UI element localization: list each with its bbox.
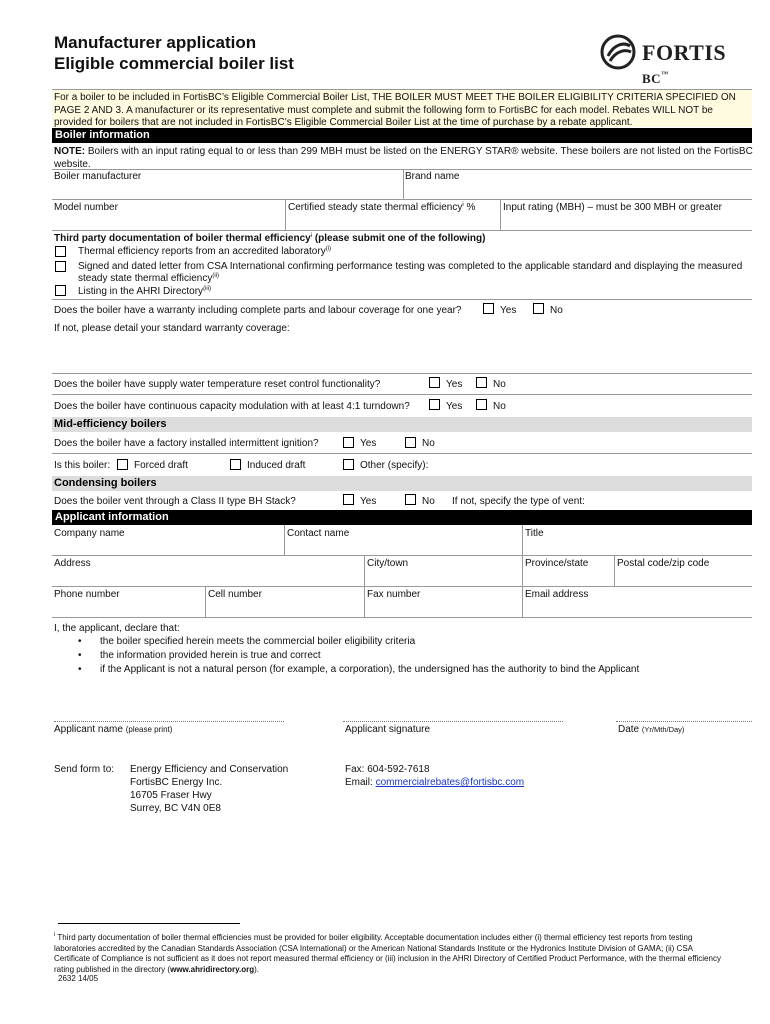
footnote-marker: i (54, 932, 56, 938)
send-form-label: Send form to: (54, 764, 115, 775)
declaration-bullet-1: the boiler specified herein meets the commercial boiler eligibility criteria (100, 636, 416, 647)
vent-type-field[interactable] (590, 492, 752, 508)
other-draft-checkbox[interactable] (343, 459, 354, 470)
intro-text: For a boiler to be included in FortisBC’s Eligible Commercial Boiler List, THE BOILER MUST MEET THE BOILER ELIGIBILITY CRITERIA SPECIFIED ON PAGE 2 AND 3. A manufacturer or its representative must complete and submit the following form to FortisBC for each model. Rebates WILL NOT be provided for boilers that are not included in FortisBC’s Eligible Commercial Boiler List at the time of purchase by a rebate applicant. (52, 89, 752, 127)
warranty-no-checkbox[interactable] (533, 303, 544, 314)
efficiency-sup: i (462, 202, 464, 208)
province-field[interactable] (523, 556, 614, 586)
warranty-detail-field[interactable] (52, 336, 752, 372)
note-text: Boilers with an input rating equal to or less than 299 MBH must be listed on the ENERGY STAR® website. These boilers are not listed on the FortisBC website. (54, 146, 753, 170)
applicant-signature-label: Applicant signature (345, 724, 431, 735)
option3-text: Listing in the AHRI Directory (78, 286, 204, 297)
email-address-label: Email address (525, 589, 589, 600)
reset-no-checkbox[interactable] (476, 377, 487, 388)
company-name-field[interactable] (52, 525, 284, 555)
ignition-yes-label: Yes (360, 438, 377, 449)
date-field[interactable] (616, 700, 752, 721)
option2-sup: (ii) (212, 273, 219, 279)
option-lab-reports-checkbox[interactable] (55, 246, 66, 257)
option-csa-letter-label-2 (78, 273, 219, 284)
option-csa-letter-checkbox[interactable] (55, 261, 66, 272)
modulation-no-checkbox[interactable] (476, 399, 487, 410)
phone-number-label: Phone number (54, 589, 120, 600)
fax-number-field[interactable] (365, 587, 522, 617)
footnote-ahri-link: www.ahridirectory.org (170, 964, 255, 974)
postal-code-label: Postal code/zip code (617, 558, 710, 569)
footnote-text: Third party documentation of boiler thermal efficiencies must be provided for boiler eligibility. Acceptable documentation includes either (i) thermal efficiency test reports from testing laboratories accredited by the Canadian Standards Association (CSA International) or the American National Standards Institute or the Hydronics Institute Division of GAMA; (ii) CSA Certificate of Compliance is not sufficient as it does not report measured thermal efficiency or (iii) inclusion in the AHRI Directory of Certified Product Performance, with the thermal efficiency rating published in the directory ( (54, 933, 721, 974)
modulation-yes-label: Yes (446, 401, 463, 412)
modulation-question: Does the boiler have continuous capacity modulation with at least 4:1 turndown? (54, 401, 410, 412)
title-field[interactable] (523, 525, 752, 555)
email-line (345, 777, 524, 788)
date-text: Date (618, 724, 640, 735)
ignition-no-label: No (422, 438, 435, 449)
option2-line2-text: steady state thermal efficiency (78, 273, 213, 284)
induced-draft-checkbox[interactable] (230, 459, 241, 470)
title-label: Title (525, 528, 544, 539)
logo-tm: ™ (661, 70, 669, 78)
cell-number-field[interactable] (206, 587, 364, 617)
vent-no-checkbox[interactable] (405, 494, 416, 505)
send-address-line-1: Energy Efficiency and Conservation (130, 764, 289, 775)
bullet-dot-2: • (78, 650, 82, 661)
form-title-line2: Eligible commercial boiler list (54, 54, 294, 73)
fax-text: Fax: 604-592-7618 (345, 764, 430, 775)
option-lab-reports-label (78, 246, 331, 257)
send-address-line-2: FortisBC Energy Inc. (130, 777, 223, 788)
cell-number-label: Cell number (208, 589, 262, 600)
brand-name-field[interactable] (404, 169, 752, 199)
applicant-name-field[interactable] (54, 700, 284, 721)
vent-type-label: If not, specify the type of vent: (452, 496, 585, 507)
note-label: NOTE: (54, 146, 86, 157)
company-name-label: Company name (54, 528, 125, 539)
contact-name-field[interactable] (285, 525, 522, 555)
applicant-name-text: Applicant name (54, 724, 123, 735)
other-draft-label: Other (specify): (360, 460, 429, 471)
third-party-heading (54, 233, 485, 244)
ignition-yes-checkbox[interactable] (343, 437, 354, 448)
applicant-name-hint: (please print) (125, 725, 173, 734)
phone-number-field[interactable] (52, 587, 205, 617)
logo-suffix: BC (642, 71, 662, 86)
reset-yes-label: Yes (446, 379, 463, 390)
model-number-field[interactable] (52, 200, 285, 230)
option-ahri-checkbox[interactable] (55, 285, 66, 296)
third-party-note: (please submit one of the following) (314, 233, 486, 244)
city-field[interactable] (365, 556, 522, 586)
form-title-line1: Manufacturer application (54, 33, 257, 52)
efficiency-unit: % (466, 202, 476, 213)
footnote-end: ). (254, 964, 259, 974)
declaration-bullet-3: if the Applicant is not a natural person (for example, a corporation), the undersigned has the authority to bind the Applicant (100, 664, 640, 675)
option1-sup: (i) (325, 246, 332, 252)
energy-star-note (54, 145, 754, 171)
reset-yes-checkbox[interactable] (429, 377, 440, 388)
address-label: Address (54, 558, 91, 569)
brand-name-label: Brand name (405, 171, 460, 182)
option3-sup: (iii) (203, 286, 212, 292)
section-applicant-information: Applicant information (52, 510, 752, 525)
warranty-question: Does the boiler have a warranty including complete parts and labour coverage for one year? (54, 305, 462, 316)
bullet-dot-3: • (78, 664, 82, 675)
vent-question: Does the boiler vent through a Class II type BH Stack? (54, 496, 296, 507)
section-condensing: Condensing boilers (52, 476, 752, 491)
vent-no-label: No (422, 496, 435, 507)
modulation-no-label: No (493, 401, 506, 412)
fortisbc-logo-icon (600, 34, 636, 70)
province-label: Province/state (525, 558, 589, 569)
forced-draft-label: Forced draft (134, 460, 188, 471)
form-code: 2632 14/05 (58, 974, 99, 983)
address-field[interactable] (52, 556, 364, 586)
bullet-dot-1: • (78, 636, 82, 647)
input-rating-label: Input rating (MBH) – must be 300 MBH or greater (503, 202, 722, 213)
efficiency-text: Certified steady state thermal efficiency (288, 202, 463, 213)
ignition-no-checkbox[interactable] (405, 437, 416, 448)
footnote (54, 930, 722, 975)
ignition-question: Does the boiler have a factory installed intermittent ignition? (54, 438, 319, 449)
option-csa-letter-label-1: Signed and dated letter from CSA International confirming performance testing was completed to the applicable standard and displaying the measured (78, 261, 743, 272)
option-ahri-label (78, 286, 211, 297)
modulation-yes-checkbox[interactable] (429, 399, 440, 410)
declaration-intro: I, the applicant, declare that: (54, 623, 180, 634)
other-draft-field[interactable] (432, 456, 752, 472)
section-mid-efficiency: Mid-efficiency boilers (52, 417, 752, 432)
postal-code-field[interactable] (615, 556, 752, 586)
declaration-bullet-2: the information provided herein is true and correct (100, 650, 321, 661)
fax-number-label: Fax number (367, 589, 421, 600)
date-hint: (Yr/Mth/Day) (641, 725, 685, 734)
email-link[interactable]: commercialrebates@fortisbc.com (375, 777, 525, 788)
third-party-title: Third party documentation of boiler thermal efficiency (54, 233, 311, 244)
contact-name-label: Contact name (287, 528, 350, 539)
city-label: City/town (367, 558, 409, 569)
vent-yes-checkbox[interactable] (343, 494, 354, 505)
logo-wordmark: FORTIS (642, 40, 727, 65)
email-address-field[interactable] (523, 587, 752, 617)
efficiency-field[interactable] (286, 200, 500, 230)
input-rating-field[interactable] (501, 200, 752, 230)
vent-yes-label: Yes (360, 496, 377, 507)
send-address-line-4: Surrey, BC V4N 0E8 (130, 803, 221, 814)
send-address-line-3: 16705 Fraser Hwy (130, 790, 212, 801)
reset-no-label: No (493, 379, 506, 390)
warranty-no-label: No (550, 305, 563, 316)
date-label (618, 724, 684, 735)
option1-text: Thermal efficiency reports from an accredited laboratory (78, 246, 326, 257)
warranty-detail-label: If not, please detail your standard warranty coverage: (54, 323, 290, 334)
forced-draft-checkbox[interactable] (117, 459, 128, 470)
warranty-yes-label: Yes (500, 305, 517, 316)
applicant-name-label (54, 724, 172, 735)
model-number-label: Model number (54, 202, 118, 213)
boiler-manufacturer-field[interactable] (52, 169, 403, 199)
fortisbc-logo (600, 34, 750, 86)
induced-draft-label: Induced draft (247, 460, 306, 471)
reset-control-question: Does the boiler have supply water temperature reset control functionality? (54, 379, 381, 390)
email-label: Email: (345, 777, 373, 788)
draft-type-label: Is this boiler: (54, 460, 111, 471)
third-party-sup: i (310, 233, 313, 239)
applicant-signature-field[interactable] (343, 700, 563, 721)
section-boiler-information: Boiler information (52, 128, 752, 143)
boiler-manufacturer-label: Boiler manufacturer (54, 171, 142, 182)
warranty-yes-checkbox[interactable] (483, 303, 494, 314)
